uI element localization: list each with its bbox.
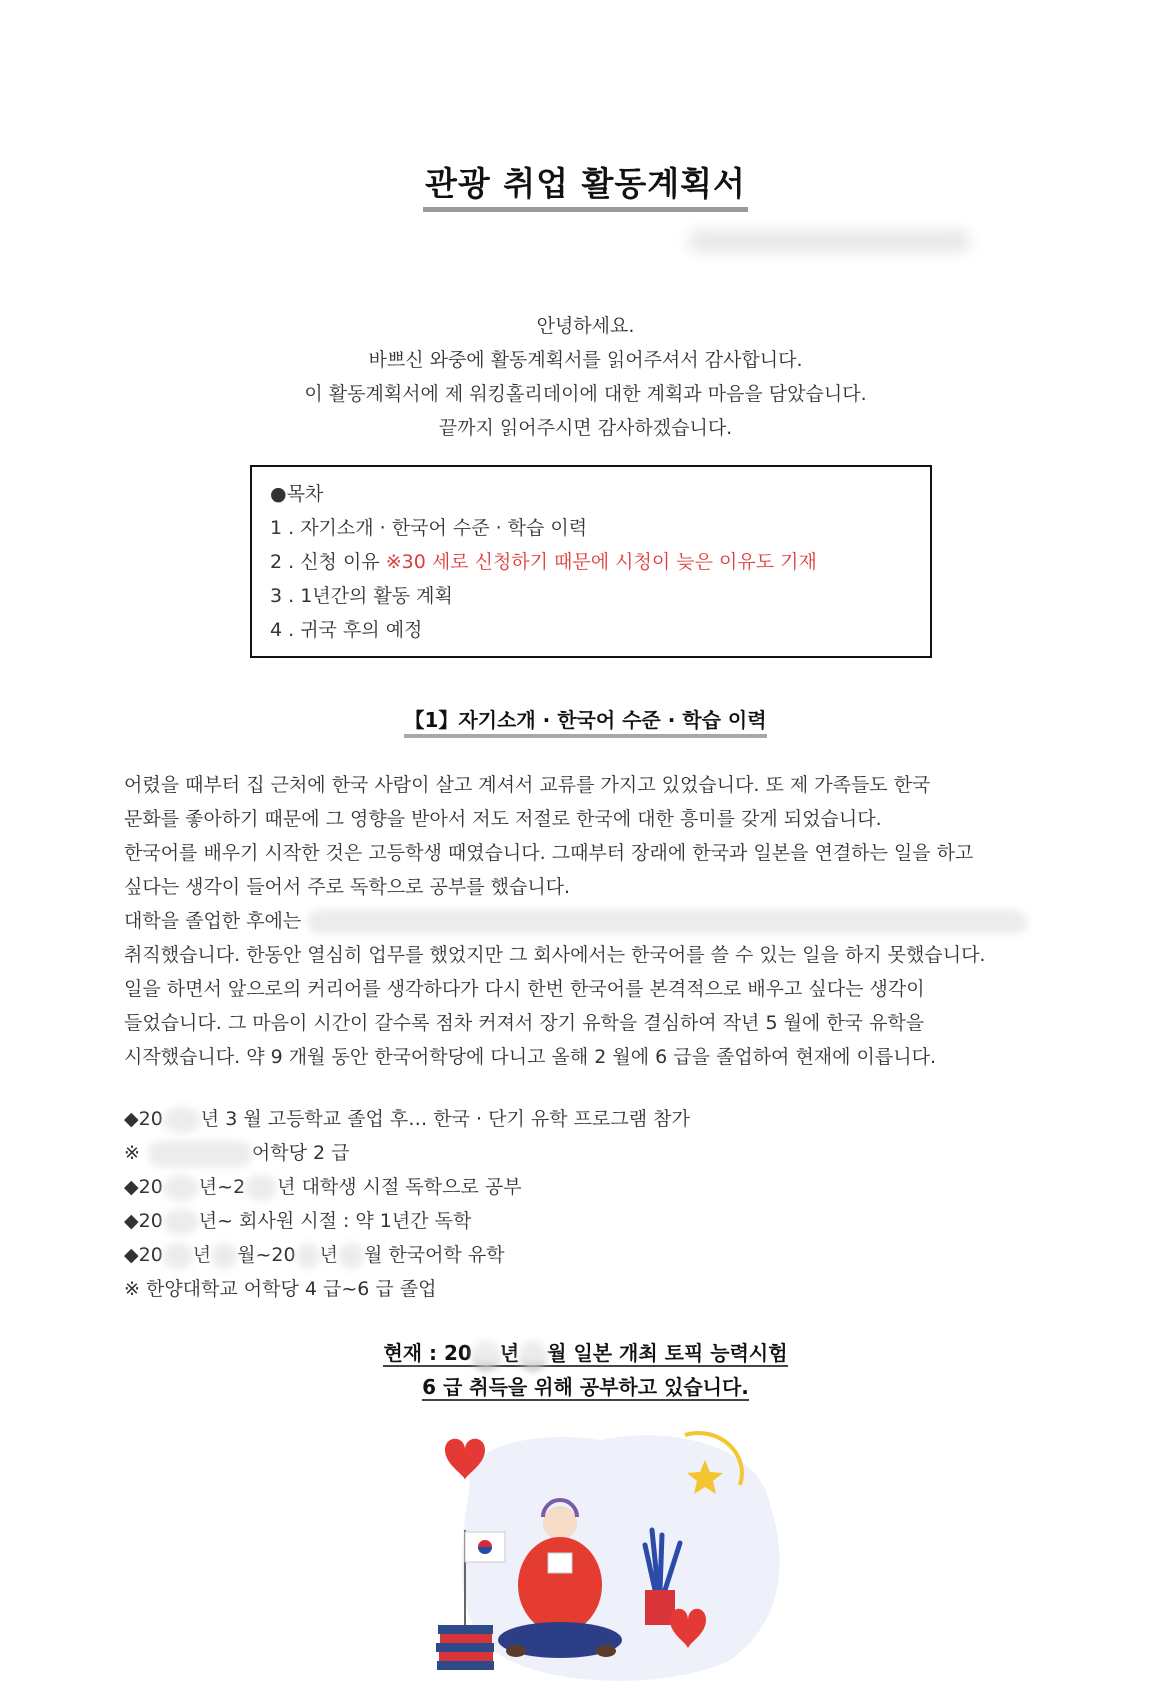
redacted-text — [163, 1175, 199, 1201]
greeting-line: 이 활동계획서에 제 워킹홀리데이에 대한 계획과 마음을 담았습니다. — [304, 383, 867, 405]
history-item: ※ 한양대학교 어학당 4 급~6 급 졸업 — [124, 1278, 437, 1300]
paragraph-line: 한국어를 배우기 시작한 것은 고등학생 때였습니다. 그때부터 장래에 한국과 일본을 연결하는 일을 하고 — [124, 842, 974, 864]
current-text: 현재 : 20 — [383, 1341, 472, 1365]
paragraph-line: 싶다는 생각이 들어서 주로 독학으로 공부를 했습니다. — [124, 876, 571, 898]
paragraph-line-text: 대학을 졸업한 후에는 — [124, 910, 302, 932]
document-title — [0, 158, 1171, 212]
toc-note: ※30 세로 신청하기 때문에 시청이 늦은 이유도 기재 — [385, 551, 817, 573]
current-status-line — [0, 1370, 1171, 1404]
history-item — [124, 1102, 1024, 1136]
history-text: ◆20 — [124, 1210, 163, 1232]
redacted-text — [163, 1243, 193, 1269]
toc-heading: ●목차 — [270, 483, 324, 505]
history-text: 월 한국어학 유학 — [363, 1244, 505, 1266]
table-of-contents — [250, 465, 932, 658]
history-item — [124, 1238, 1024, 1272]
history-text: ◆20 — [124, 1244, 163, 1266]
history-text: ◆20 — [124, 1176, 163, 1198]
current-status — [0, 1336, 1171, 1404]
history-text: 년~2 — [198, 1176, 246, 1198]
history-item — [124, 1204, 1024, 1238]
redacted-text — [296, 1243, 320, 1269]
toc-item-label: 2 . 신청 이유 — [270, 551, 386, 573]
section-title — [0, 704, 1171, 738]
redacted-text — [307, 910, 1027, 934]
current-text: 년 — [499, 1341, 520, 1365]
paragraph-line: 들었습니다. 그 마음이 시간이 갈수록 점차 커져서 장기 유학을 결심하여 작년 5 월에 한국 유학을 — [124, 1012, 925, 1034]
redacted-text — [338, 1243, 364, 1269]
paragraph-line: 취직했습니다. 한동안 열심히 업무를 했었지만 그 회사에서는 한국어를 쓸 수 있는 일을 하지 못했습니다. — [124, 944, 986, 966]
redacted-text — [211, 1243, 237, 1269]
greeting-line: 끝까지 읽어주시면 감사하겠습니다. — [438, 417, 733, 439]
document-title-text: 관광 취업 활동계획서 — [423, 158, 748, 212]
toc-item: 4 . 귀국 후의 예정 — [270, 619, 423, 641]
history-item — [124, 1136, 1024, 1170]
history-text: 어학당 2 급 — [251, 1142, 350, 1164]
paragraph-line: 문화를 좋아하기 때문에 그 영향을 받아서 저도 저절로 한국에 대한 흥미를 갖게 되었습니다. — [124, 808, 882, 830]
greeting-line: 바쁘신 와중에 활동계획서를 읽어주셔서 감사합니다. — [368, 349, 803, 371]
intro-paragraph — [124, 768, 1044, 1074]
greeting-line: 안녕하세요. — [536, 315, 635, 337]
redacted-text — [148, 1141, 252, 1167]
current-status-underline: 6 급 취득을 위해 공부하고 있습니다. — [422, 1375, 749, 1399]
book-stack-icon — [436, 1625, 494, 1670]
toc-item — [270, 545, 930, 579]
history-text: 년 대학생 시절 독학으로 공부 — [277, 1176, 522, 1198]
history-text: 년~ 회사원 시절 : 약 1년간 독학 — [198, 1210, 472, 1232]
history-text: 년 — [192, 1244, 212, 1266]
redacted-text — [519, 1341, 547, 1369]
redacted-text — [472, 1341, 500, 1369]
history-text: 년 3 월 고등학교 졸업 후… 한국 · 단기 유학 프로그램 참가 — [200, 1108, 690, 1130]
section-title-text: 【1】자기소개 · 한국어 수준 · 학습 이력 — [404, 704, 766, 738]
paragraph-line — [124, 904, 1044, 938]
redacted-author-line — [688, 230, 970, 252]
study-history-list — [124, 1102, 1024, 1306]
paragraph-line: 어렸을 때부터 집 근처에 한국 사람이 살고 계셔서 교류를 가지고 있었습니다. 또 제 가족들도 한국 — [124, 774, 931, 796]
current-status-underline — [383, 1341, 787, 1367]
history-item — [124, 1170, 1024, 1204]
paragraph-line: 일을 하면서 앞으로의 커리어를 생각하다가 다시 한번 한국어를 본격적으로 배우고 싶다는 생각이 — [124, 978, 925, 1000]
current-text: 월 일본 개최 토픽 능력시험 — [547, 1341, 788, 1365]
redacted-text — [163, 1209, 199, 1235]
redacted-text — [163, 1107, 201, 1133]
history-text: 년 — [319, 1244, 338, 1266]
history-text: 월~20 — [237, 1244, 296, 1266]
current-status-line — [0, 1336, 1171, 1370]
redacted-text — [245, 1175, 277, 1201]
study-illustration — [430, 1425, 810, 1685]
history-text: ※ — [124, 1142, 140, 1164]
greeting-block — [0, 309, 1171, 445]
paragraph-line: 시작했습니다. 약 9 개월 동안 한국어학당에 다니고 올해 2 월에 6 급을 졸업하여 현재에 이릅니다. — [124, 1046, 936, 1068]
history-text: ◆20 — [124, 1108, 163, 1130]
toc-item: 3 . 1년간의 활동 계획 — [270, 585, 453, 607]
toc-item: 1 . 자기소개 · 한국어 수준 · 학습 이력 — [270, 517, 588, 539]
